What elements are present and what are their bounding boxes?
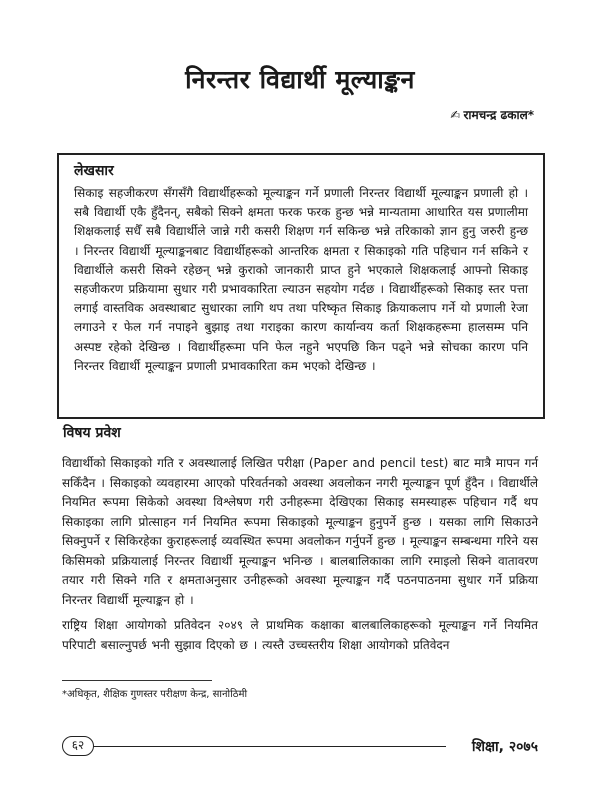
journal-name: शिक्षा, २०७५ <box>471 739 538 755</box>
article-title: निरन्तर विद्यार्थी मूल्याङ्कन <box>185 65 415 94</box>
page-footer <box>62 736 538 758</box>
footnote: *अधिकृत, शैक्षिक गुणस्तर परीक्षण केन्द्र, सानोठिमी <box>62 689 248 700</box>
page-number: ६२ <box>62 736 94 756</box>
abstract-box <box>57 153 545 419</box>
abstract-text: सिकाइ सहजीकरण सँगसँगै विद्यार्थीहरूको मूल्याङ्कन गर्ने प्रणाली निरन्तर विद्यार्थी मूल्याङ्कन प्रणाली हो । सबै विद्यार्थी एकै हुँदैनन्, सबैको सिक्ने क्षमता फरक फरक हुन्छ भन्ने मान्यतामा आधारित यस प्रणालीमा शिक्षकलाई सधैँ सबै विद्यार्थीले जान्ने गरी कसरी शिक्षण गर्न सकिन्छ भन्ने तरिकाको ज्ञान हुनु जरुरी हुन्छ । निरन्तर विद्यार्थी मूल्याङ्कनबाट विद्यार्थीहरूको आन्तरिक क्षमता र सिकाइको गति पहिचान गर्न सकिने र विद्यार्थीले कसरी सिक्ने रहेछन् भन्ने कुराको जानकारी प्राप्त हुने भएकाले शिक्षकलाई आफ्नो सिकाइ सहजीकरण प्रक्रियामा सुधार गरी प्रभावकारिता ल्याउन सहयोग गर्दछ । विद्यार्थीहरूको सिकाइ स्तर पत्ता लगाई वास्तविक अवस्थाबाट सुधारका लागि थप तथा परिष्कृत सिकाइ क्रियाकलाप गर्ने यो प्रणाली रेजा लगाउने र फेल गर्न नपाइने बुझाइ तथा गराइका कारण कार्यान्वय कर्ता शिक्षकहरूमा हालसम्म पनि अस्पष्ट रहेको देखिन्छ । विद्यार्थीहरूमा पनि फेल नहुने भएपछि किन पढ्ने भन्ने सोचका कारण पनि निरन्तर विद्यार्थी मूल्याङ्कन प्रणाली प्रभावकारिता कम भएको देखिन्छ । <box>74 186 528 373</box>
abstract-heading: लेखसार <box>74 163 114 179</box>
pen-icon: ✍ <box>450 108 461 122</box>
body-paragraph: विद्यार्थीको सिकाइको गति र अवस्थालाई लिखित परीक्षा (Paper and pencil test) बाट मात्रै मापन गर्न सकिँदैन । सिकाइको व्यवहारमा आएको परिवर्तनको अवस्था अवलोकन नगरी मूल्याङ्कन पूर्ण हुँदैन । विद्यार्थीले नियमित रूपमा सिकेको अवस्था विश्लेषण गरी उनीहरूमा देखिएका सिकाइ समस्याहरू पहिचान गर्दै थप सिकाइका लागि प्रोत्साहन गर्न नियमित रूपमा सिकाइको मूल्याङ्कन हुनुपर्ने हुन्छ । यसका लागि सिकाउने सिक्नुपर्ने र सिकिरहेका कुराहरूलाई व्यवस्थित रूपमा अवलोकन गर्नुपर्ने हुन्छ । मूल्याङ्कन सम्बन्धमा गरिने यस किसिमको प्रक्रियालाई निरन्तर विद्यार्थी मूल्याङ्कन भनिन्छ । बालबालिकाका लागि रमाइलो सिक्ने वातावरण तयार गरी सिक्ने गति र क्षमताअनुसार उनीहरूको अवस्था मूल्याङ्कन गर्दै पठनपाठनमा सुधार गर्ने प्रक्रिया निरन्तर विद्यार्थी मूल्याङ्कन हो । <box>62 456 538 607</box>
footer-rule <box>88 746 446 747</box>
footnote-divider <box>62 680 212 681</box>
section-heading: विषय प्रवेश <box>63 425 121 441</box>
author-line <box>450 106 534 123</box>
body-paragraph: राष्ट्रिय शिक्षा आयोगको प्रतिवेदन २०४९ ले प्राथमिक कक्षाका बालबालिकाहरूको मूल्याङ्कन गर्ने नियमित परिपाटी बसाल्नुपर्छ भनी सुझाव दिएको छ । त्यस्तै उच्चस्तरीय शिक्षा आयोगको प्रतिवेदन <box>62 618 538 652</box>
author-name: रामचन्द्र ढकाल* <box>463 108 534 122</box>
